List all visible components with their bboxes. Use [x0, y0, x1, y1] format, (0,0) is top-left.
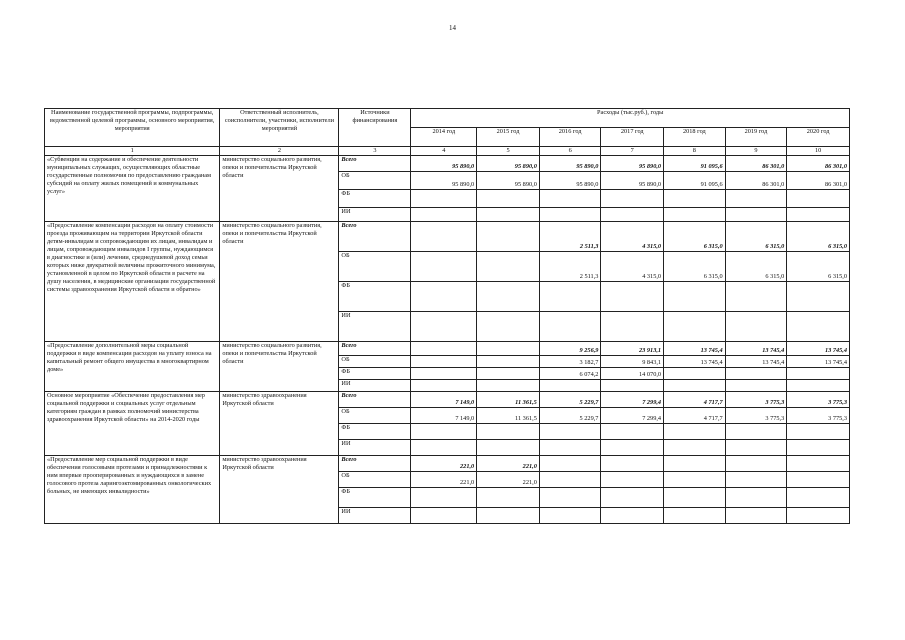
- executor: министерство социального развития, опеки и попечительства Иркутской области: [220, 342, 339, 392]
- amount-cell: 95 890,0: [411, 156, 477, 172]
- column-number-1: 2: [220, 147, 339, 156]
- amount-cell: 221,0: [411, 472, 477, 488]
- amount-cell: [477, 342, 540, 356]
- executor: министерство здравоохранения Иркутской области: [220, 456, 339, 524]
- amount-cell: 7 299,4: [601, 408, 664, 424]
- funding-source: ОБ: [339, 472, 411, 488]
- amount-cell: [664, 440, 726, 456]
- table-row: [45, 222, 850, 252]
- amount-cell: [725, 488, 787, 508]
- amount-cell: [539, 282, 601, 312]
- amount-cell: [664, 508, 726, 524]
- amount-cell: [477, 208, 540, 222]
- column-number-7: 8: [664, 147, 726, 156]
- column-number-9: 10: [787, 147, 850, 156]
- amount-cell: 6 315,0: [725, 222, 787, 252]
- table-row: [45, 342, 850, 356]
- measure-name: «Предоставление дополнительной меры социальной поддержки в виде компенсации расходов на уплату взноса на капитальный ремонт общего имущества в многоквартирном доме»: [45, 342, 220, 392]
- funding-source: Всего: [339, 342, 411, 356]
- amount-cell: [477, 368, 540, 380]
- amount-cell: 95 890,0: [539, 172, 601, 190]
- amount-cell: 11 361,5: [477, 392, 540, 408]
- amount-cell: [411, 368, 477, 380]
- amount-cell: 9 256,9: [539, 342, 601, 356]
- table-row: [45, 456, 850, 472]
- amount-cell: [601, 282, 664, 312]
- amount-cell: [601, 312, 664, 342]
- funding-source: Всего: [339, 222, 411, 252]
- funding-source: ФБ: [339, 282, 411, 312]
- funding-source: ФБ: [339, 368, 411, 380]
- funding-source: ИИ: [339, 508, 411, 524]
- amount-cell: 3 775,3: [725, 408, 787, 424]
- header-source: Источники финансирования: [339, 109, 411, 147]
- header-year-5: 2019 год: [725, 128, 787, 147]
- amount-cell: [539, 190, 601, 208]
- funding-source: ИИ: [339, 312, 411, 342]
- amount-cell: [787, 488, 850, 508]
- table-row: [45, 392, 850, 408]
- amount-cell: [539, 508, 601, 524]
- funding-source: ФБ: [339, 190, 411, 208]
- amount-cell: [664, 208, 726, 222]
- amount-cell: 13 745,4: [787, 342, 850, 356]
- amount-cell: [787, 368, 850, 380]
- amount-cell: [787, 424, 850, 440]
- amount-cell: 3 775,3: [787, 408, 850, 424]
- amount-cell: [664, 190, 726, 208]
- amount-cell: 7 149,0: [411, 392, 477, 408]
- amount-cell: [411, 424, 477, 440]
- amount-cell: [411, 356, 477, 368]
- amount-cell: [411, 342, 477, 356]
- amount-cell: 4 315,0: [601, 222, 664, 252]
- amount-cell: [787, 190, 850, 208]
- amount-cell: 3 775,3: [725, 392, 787, 408]
- amount-cell: 13 745,4: [664, 356, 726, 368]
- amount-cell: [601, 488, 664, 508]
- amount-cell: [787, 312, 850, 342]
- amount-cell: [787, 508, 850, 524]
- header-year-6: 2020 год: [787, 128, 850, 147]
- amount-cell: 86 301,0: [725, 172, 787, 190]
- amount-cell: 221,0: [477, 472, 540, 488]
- amount-cell: 2 511,3: [539, 252, 601, 282]
- amount-cell: [411, 208, 477, 222]
- amount-cell: 6 315,0: [725, 252, 787, 282]
- column-number-4: 5: [477, 147, 540, 156]
- amount-cell: [601, 208, 664, 222]
- executor: министерство здравоохранения Иркутской области: [220, 392, 339, 456]
- amount-cell: [664, 282, 726, 312]
- header-year-2: 2016 год: [539, 128, 601, 147]
- amount-cell: [411, 252, 477, 282]
- amount-cell: [725, 380, 787, 392]
- amount-cell: 5 229,7: [539, 392, 601, 408]
- amount-cell: [787, 456, 850, 472]
- amount-cell: [664, 368, 726, 380]
- amount-cell: 86 301,0: [787, 156, 850, 172]
- budget-table: [44, 108, 850, 524]
- amount-cell: [725, 440, 787, 456]
- amount-cell: [725, 312, 787, 342]
- header-year-3: 2017 год: [601, 128, 664, 147]
- amount-cell: 14 070,0: [601, 368, 664, 380]
- amount-cell: [725, 190, 787, 208]
- amount-cell: [477, 440, 540, 456]
- measure-name: «Предоставление компенсации расходов на оплату стоимости проезда проживающим на территории Иркутской области детям-инвалидам и сопровождающим их лицам, инвалидам и лицам, сопровождающим инвалидов I группы, нуждающимся в диагностике и (или) лечении, среднедушевой доход семьи которых ниже двукратной величины прожиточного минимума, установленной в целом по Иркутской области в расчете на душу населения, в медицинские организации государственной системы здравоохранения Иркутской области и обратно»: [45, 222, 220, 342]
- header-row: [45, 109, 850, 128]
- amount-cell: [601, 424, 664, 440]
- amount-cell: [477, 488, 540, 508]
- amount-cell: [725, 472, 787, 488]
- amount-cell: 13 745,4: [725, 356, 787, 368]
- executor: министерство социального развития, опеки и попечительства Иркутской области: [220, 156, 339, 222]
- amount-cell: [601, 190, 664, 208]
- amount-cell: [477, 312, 540, 342]
- amount-cell: 13 745,4: [725, 342, 787, 356]
- amount-cell: 86 301,0: [787, 172, 850, 190]
- amount-cell: [664, 472, 726, 488]
- amount-cell: 91 095,6: [664, 156, 726, 172]
- measure-name: Основное мероприятие «Обеспечение предоставления мер социальной поддержки и социальных услуг отдельным категориям граждан в рамках полномочий министерства здравоохранения Иркутской области» на 2014-2020 годы: [45, 392, 220, 456]
- header-year-1: 2015 год: [477, 128, 540, 147]
- amount-cell: [787, 440, 850, 456]
- funding-source: ОБ: [339, 252, 411, 282]
- amount-cell: [725, 208, 787, 222]
- amount-cell: 86 301,0: [725, 156, 787, 172]
- amount-cell: 6 315,0: [664, 222, 726, 252]
- funding-source: ФБ: [339, 488, 411, 508]
- amount-cell: [411, 222, 477, 252]
- amount-cell: 2 511,3: [539, 222, 601, 252]
- header-exec: Ответственный исполнитель, соисполнители, участники, исполнители мероприятий: [220, 109, 339, 147]
- amount-cell: [477, 252, 540, 282]
- amount-cell: 4 315,0: [601, 252, 664, 282]
- amount-cell: [539, 380, 601, 392]
- amount-cell: [411, 380, 477, 392]
- amount-cell: [411, 190, 477, 208]
- amount-cell: 9 843,1: [601, 356, 664, 368]
- funding-source: Всего: [339, 156, 411, 172]
- amount-cell: [664, 380, 726, 392]
- amount-cell: 6 315,0: [664, 252, 726, 282]
- amount-cell: [411, 440, 477, 456]
- measure-name: «Предоставление мер социальной поддержки в виде обеспечения голосовыми протезами и принадлежностями к ним впервые прооперированных и нуждающихся в замене голосового протеза ларингоэктомированных онкологических больных, не имеющих инвалидности»: [45, 456, 220, 524]
- amount-cell: 95 890,0: [411, 172, 477, 190]
- amount-cell: [477, 222, 540, 252]
- amount-cell: [725, 456, 787, 472]
- funding-source: Всего: [339, 392, 411, 408]
- column-number-6: 7: [601, 147, 664, 156]
- amount-cell: 91 095,6: [664, 172, 726, 190]
- amount-cell: 95 890,0: [601, 172, 664, 190]
- amount-cell: 95 890,0: [477, 156, 540, 172]
- amount-cell: 13 745,4: [787, 356, 850, 368]
- amount-cell: 7 299,4: [601, 392, 664, 408]
- amount-cell: [664, 312, 726, 342]
- amount-cell: [477, 508, 540, 524]
- measure-name: «Субвенции на содержание и обеспечение деятельности муниципальных служащих, осуществляющих областные государственные полномочия по предоставлению гражданам субсидий на оплату жилых помещений и коммунальных услуг»: [45, 156, 220, 222]
- amount-cell: 221,0: [477, 456, 540, 472]
- column-number-0: 1: [45, 147, 220, 156]
- amount-cell: [477, 282, 540, 312]
- amount-cell: 5 229,7: [539, 408, 601, 424]
- funding-source: ФБ: [339, 424, 411, 440]
- amount-cell: 3 182,7: [539, 356, 601, 368]
- amount-cell: 95 890,0: [539, 156, 601, 172]
- funding-source: ИИ: [339, 380, 411, 392]
- header-expenses: Расходы (тыс.руб.), годы: [411, 109, 850, 128]
- amount-cell: [725, 424, 787, 440]
- funding-source: ОБ: [339, 356, 411, 368]
- amount-cell: [664, 456, 726, 472]
- executor: министерство социального развития, опеки и попечительства Иркутской области: [220, 222, 339, 342]
- amount-cell: 4 717,7: [664, 392, 726, 408]
- header-name: Наименование государственной программы, подпрограммы, ведомственной целевой программы, основного мероприятия, мероприятия: [45, 109, 220, 147]
- amount-cell: [787, 472, 850, 488]
- table-row: [45, 156, 850, 172]
- funding-source: ИИ: [339, 208, 411, 222]
- amount-cell: [601, 508, 664, 524]
- amount-cell: [787, 380, 850, 392]
- column-number-8: 9: [725, 147, 787, 156]
- amount-cell: [477, 190, 540, 208]
- amount-cell: [601, 456, 664, 472]
- amount-cell: [411, 508, 477, 524]
- amount-cell: [787, 282, 850, 312]
- amount-cell: 23 913,1: [601, 342, 664, 356]
- amount-cell: 4 717,7: [664, 408, 726, 424]
- amount-cell: [539, 424, 601, 440]
- amount-cell: 6 315,0: [787, 252, 850, 282]
- amount-cell: [664, 488, 726, 508]
- amount-cell: [539, 440, 601, 456]
- amount-cell: 6 315,0: [787, 222, 850, 252]
- funding-source: Всего: [339, 456, 411, 472]
- amount-cell: [725, 508, 787, 524]
- funding-source: ИИ: [339, 440, 411, 456]
- amount-cell: [539, 488, 601, 508]
- amount-cell: 6 074,2: [539, 368, 601, 380]
- column-numbers-row: [45, 147, 850, 156]
- amount-cell: [725, 282, 787, 312]
- amount-cell: [411, 488, 477, 508]
- amount-cell: [664, 424, 726, 440]
- amount-cell: [787, 208, 850, 222]
- amount-cell: 95 890,0: [477, 172, 540, 190]
- column-number-5: 6: [539, 147, 601, 156]
- amount-cell: [601, 380, 664, 392]
- column-number-3: 4: [411, 147, 477, 156]
- amount-cell: [411, 282, 477, 312]
- funding-source: ОБ: [339, 172, 411, 190]
- amount-cell: 3 775,3: [787, 392, 850, 408]
- amount-cell: [601, 440, 664, 456]
- page-number: 14: [449, 24, 456, 32]
- column-number-2: 3: [339, 147, 411, 156]
- amount-cell: [539, 208, 601, 222]
- amount-cell: [725, 368, 787, 380]
- amount-cell: [539, 472, 601, 488]
- amount-cell: 221,0: [411, 456, 477, 472]
- amount-cell: 7 149,0: [411, 408, 477, 424]
- header-year-4: 2018 год: [664, 128, 726, 147]
- amount-cell: [477, 380, 540, 392]
- funding-source: ОБ: [339, 408, 411, 424]
- amount-cell: 95 890,0: [601, 156, 664, 172]
- amount-cell: 13 745,4: [664, 342, 726, 356]
- amount-cell: [477, 424, 540, 440]
- amount-cell: 11 361,5: [477, 408, 540, 424]
- amount-cell: [539, 456, 601, 472]
- amount-cell: [477, 356, 540, 368]
- amount-cell: [601, 472, 664, 488]
- amount-cell: [539, 312, 601, 342]
- header-year-0: 2014 год: [411, 128, 477, 147]
- amount-cell: [411, 312, 477, 342]
